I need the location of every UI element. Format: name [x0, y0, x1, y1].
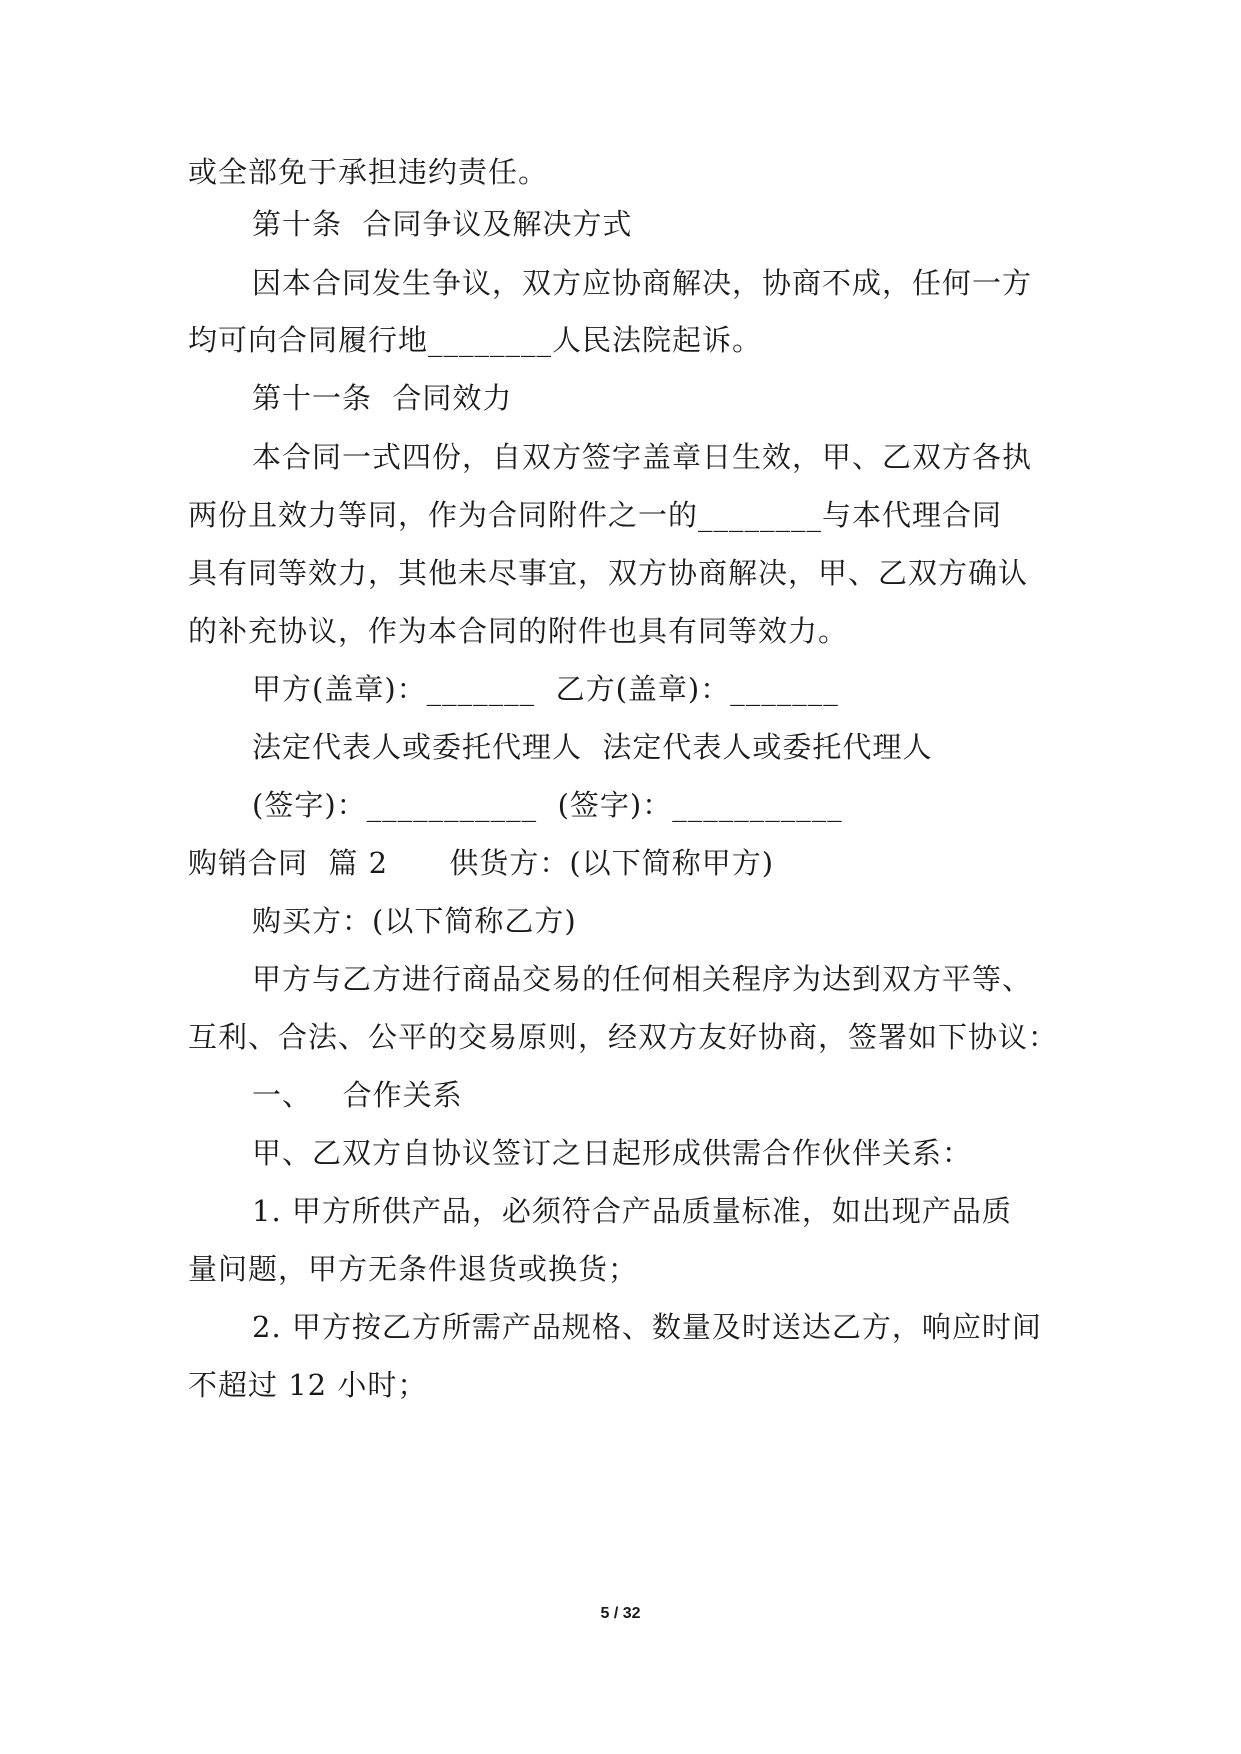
clause-heading: 第十条 合同争议及解决方式 [252, 207, 633, 241]
text-line: 均可向合同履行地________人民法院起诉。 [188, 323, 763, 357]
clause-heading: 第十一条 合同效力 [252, 381, 513, 415]
signature-line: 法定代表人或委托代理人 法定代表人或委托代理人 [252, 730, 933, 764]
text-line: 或全部免于承担违约责任。 [188, 155, 549, 189]
text-line: 具有同等效力，其他未尽事宜，双方协商解决，甲、乙双方确认 [188, 556, 1029, 590]
text-line: 量问题，甲方无条件退货或换货； [188, 1252, 639, 1286]
text-line: 两份且效力等同，作为合同附件之一的________与本代理合同 [188, 498, 1003, 532]
text-line: 甲、乙双方自协议签订之日起形成供需合作伙伴关系： [252, 1136, 973, 1170]
list-item: 1. 甲方所供产品，必须符合产品质量标准，如出现产品质 [252, 1194, 1012, 1228]
text-line: 本合同一式四份，自双方签字盖章日生效，甲、乙双方各执 [252, 440, 1033, 474]
text-line: 购买方：(以下简称乙方) [252, 904, 577, 938]
text-line: 的补充协议，作为本合同的附件也具有同等效力。 [188, 614, 849, 648]
text-line: 互利、合法、公平的交易原则，经双方友好协商，签署如下协议： [188, 1020, 1059, 1054]
text-line: 因本合同发生争议，双方应协商解决，协商不成，任何一方 [252, 266, 1033, 300]
section-heading: 一、 合作关系 [252, 1078, 463, 1112]
text-line: 不超过 12 小时； [188, 1368, 428, 1402]
page-number: 5 / 32 [600, 1605, 641, 1622]
text-line: 甲方与乙方进行商品交易的任何相关程序为达到双方平等、 [252, 962, 1033, 996]
signature-line: 甲方(盖章)：_______ 乙方(盖章)：_______ [252, 672, 839, 706]
list-item: 2. 甲方按乙方所需产品规格、数量及时送达乙方，响应时间 [252, 1310, 1042, 1344]
signature-line: (签字)：___________ (签字)：___________ [252, 788, 843, 822]
section-heading: 购销合同 篇 2 供货方：(以下简称甲方) [188, 846, 775, 880]
